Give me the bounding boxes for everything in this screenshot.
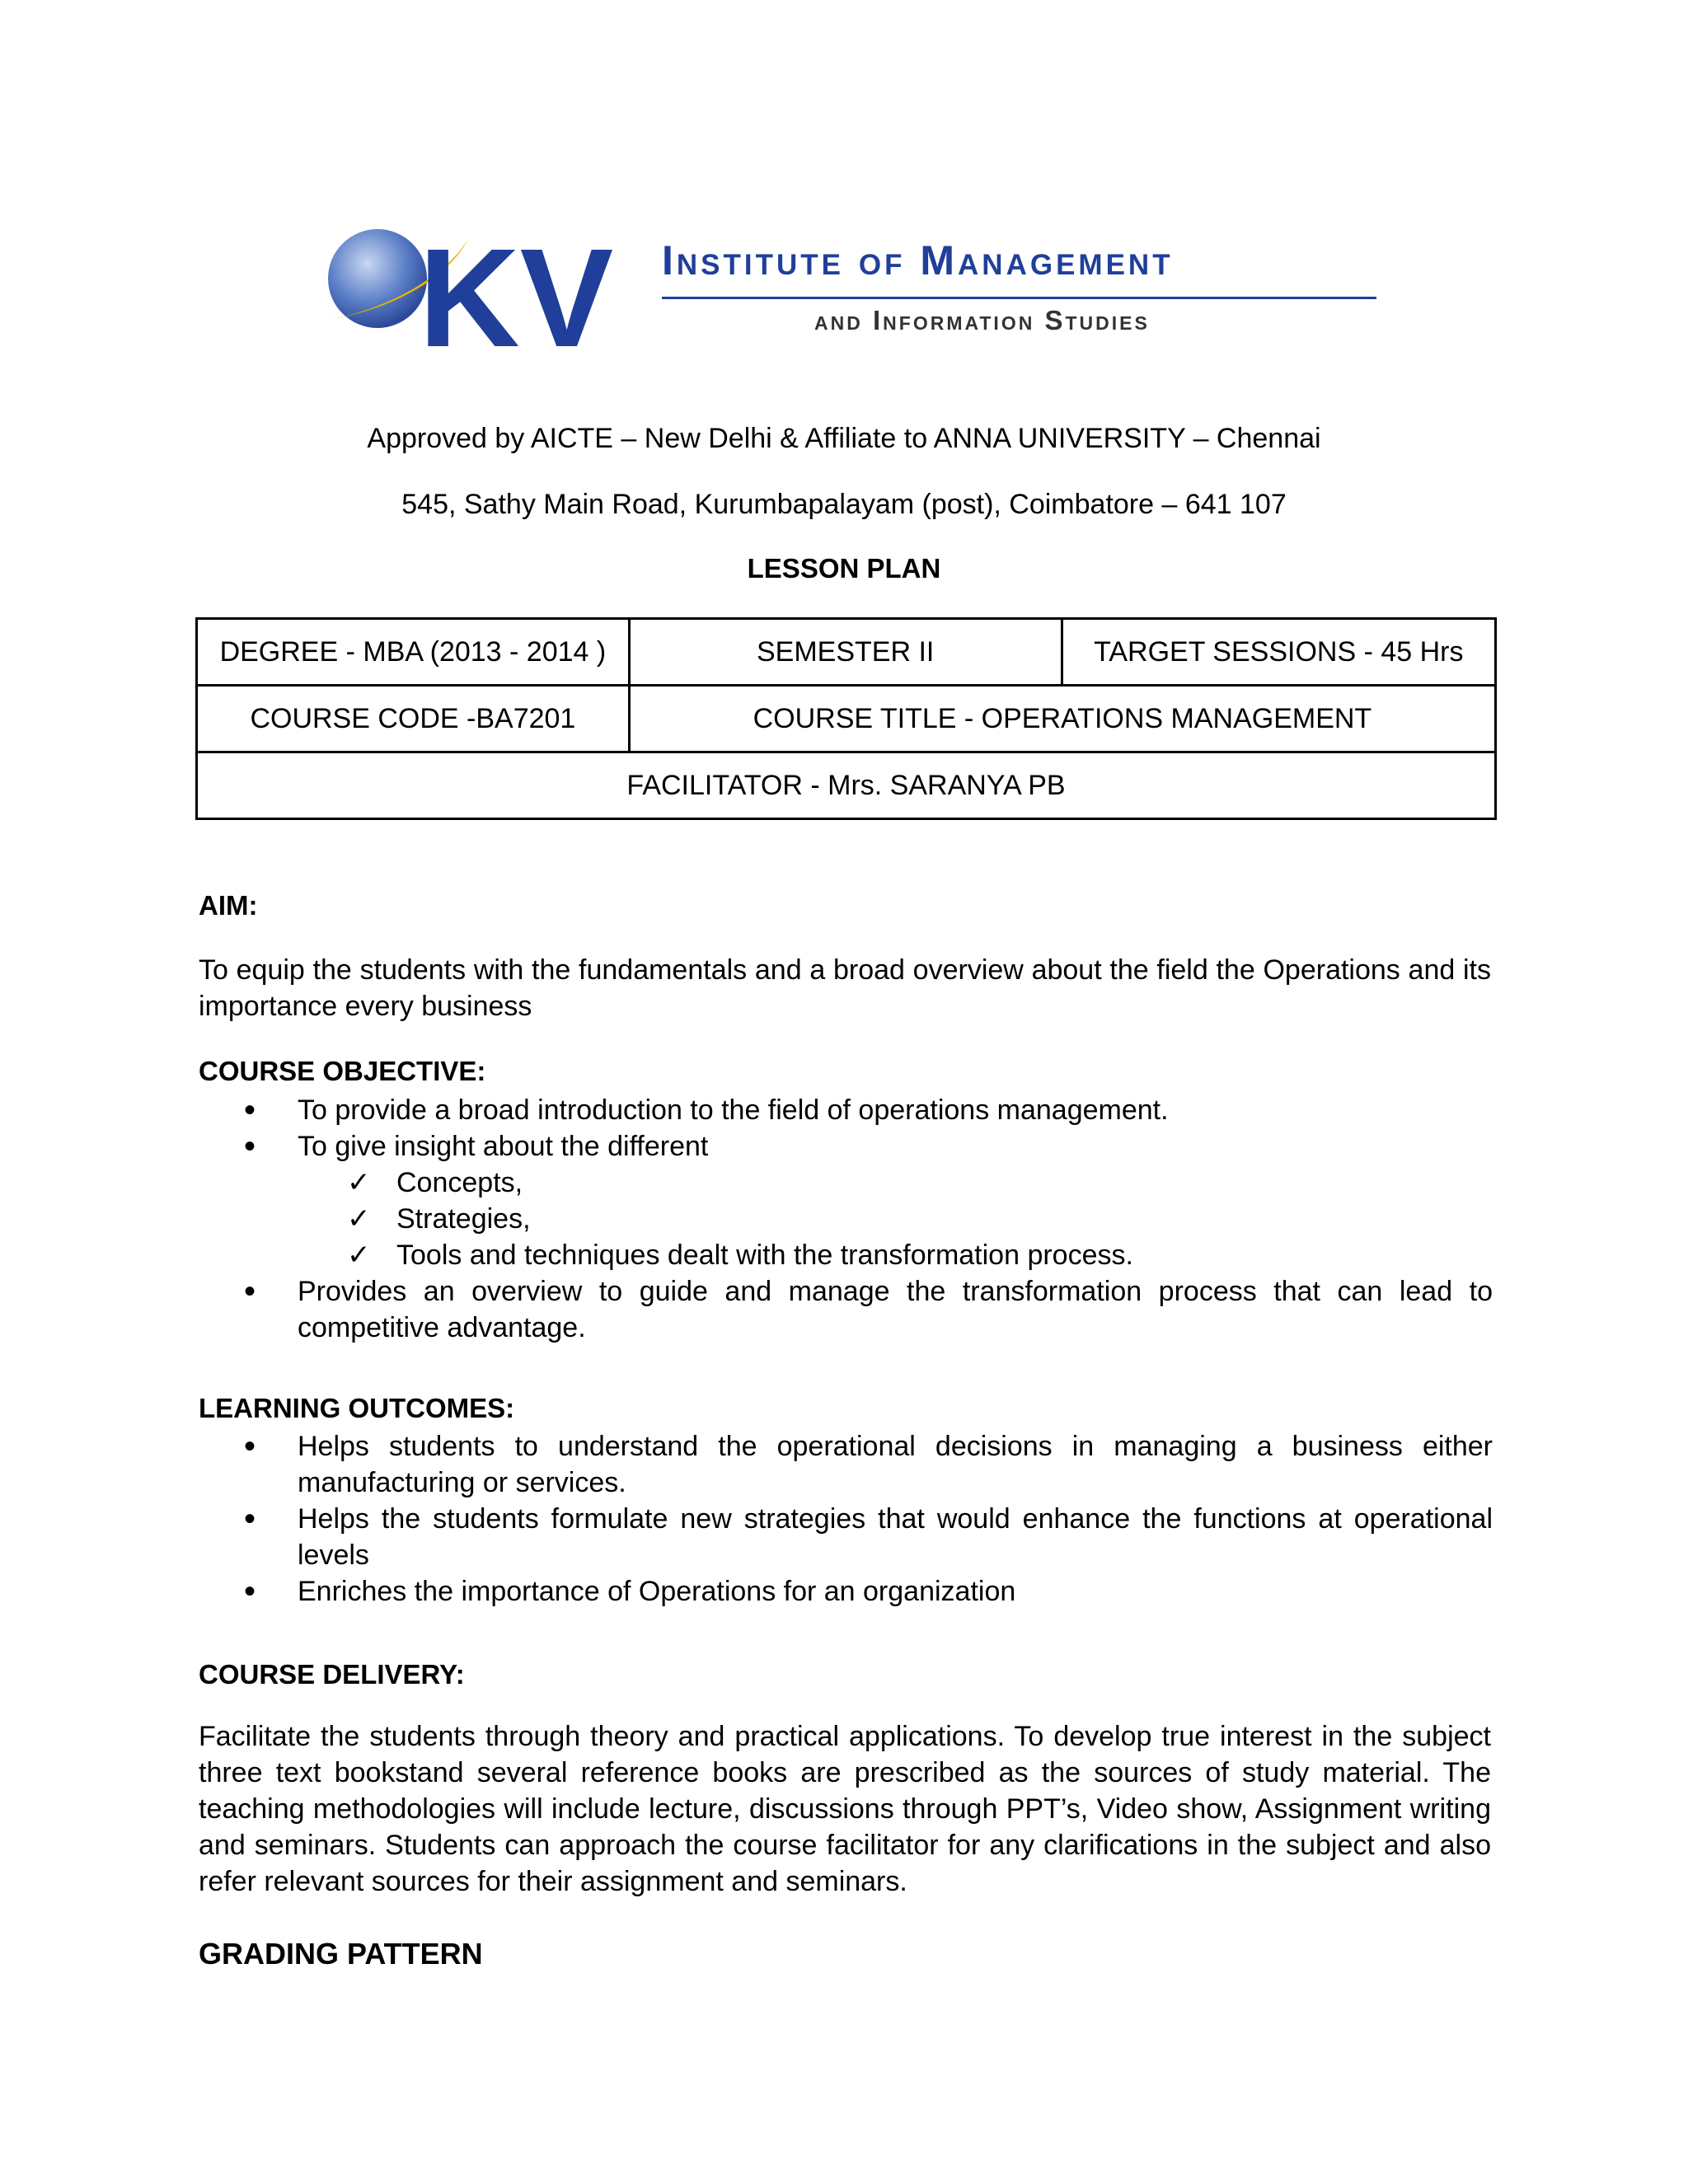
course-objective-heading: COURSE OBJECTIVE: — [199, 1056, 486, 1086]
list-item: • Helps the students formulate new strategies that would enhance the functions at operational levels — [199, 1501, 1493, 1573]
list-item: ✓ Strategies, — [199, 1201, 1493, 1237]
target-sessions-cell: TARGET SESSIONS - 45 Hrs — [1062, 619, 1495, 686]
logo-kv-text: KV — [419, 223, 614, 363]
list-item: • Helps students to understand the operational decisions in managing a business either manufacturing or services. — [199, 1428, 1493, 1501]
institute-logo — [312, 223, 1383, 363]
semester-cell: SEMESTER II — [629, 619, 1062, 686]
table-row — [197, 619, 1496, 686]
course-objective-list — [199, 1092, 1493, 1346]
learning-outcomes-heading: LEARNING OUTCOMES: — [199, 1393, 515, 1423]
list-item: ✓ Concepts, — [199, 1165, 1493, 1201]
document-title: LESSON PLAN — [747, 553, 941, 583]
grading-pattern-heading: GRADING PATTERN — [199, 1937, 483, 1971]
globe-icon — [328, 229, 427, 328]
aim-text: To equip the students with the fundamentals and a broad overview about the field the Operations and its importance every business — [199, 954, 1491, 1022]
course-delivery-text: Facilitate the students through theory and practical applications. To develop true interest in the subject three text bookstand several reference books are prescribed as the sources of study material. The teaching methodologies will include lecture, discussions through PPT’s, Video show, Assignment writing and seminars. Students can approach the course facilitator for any clarifications in the subject and also refer relevant sources for their assignment and seminars. — [199, 1721, 1491, 1897]
list-item: • Enriches the importance of Operations for an organization — [199, 1573, 1493, 1610]
list-item: • To give insight about the different — [199, 1128, 1493, 1165]
course-info-table — [195, 617, 1497, 820]
list-item: • To provide a broad introduction to the field of operations management. — [199, 1092, 1493, 1128]
list-item: • Provides an overview to guide and manage the transformation process that can lead to competitive advantage. — [199, 1273, 1493, 1346]
logo-line1-text: Institute of Management — [662, 237, 1174, 284]
course-code-cell: COURSE CODE -BA7201 — [197, 686, 630, 752]
list-item: ✓ Tools and techniques dealt with the transformation process. — [199, 1237, 1493, 1273]
facilitator-cell: FACILITATOR - Mrs. SARANYA PB — [197, 752, 1496, 819]
approval-line: Approved by AICTE – New Delhi & Affiliate to ANNA UNIVERSITY – Chennai — [367, 423, 1321, 454]
degree-cell: DEGREE - MBA (2013 - 2014 ) — [197, 619, 630, 686]
course-title-cell: COURSE TITLE - OPERATIONS MANAGEMENT — [629, 686, 1495, 752]
address-line: 545, Sathy Main Road, Kurumbapalayam (post), Coimbatore – 641 107 — [401, 489, 1287, 520]
table-row — [197, 752, 1496, 819]
logo-divider — [662, 297, 1376, 299]
logo-line2-text: and Information Studies — [814, 305, 1150, 335]
course-delivery-heading: COURSE DELIVERY: — [199, 1659, 465, 1690]
aim-heading: AIM: — [199, 890, 258, 921]
table-row — [197, 686, 1496, 752]
learning-outcomes-list — [199, 1428, 1493, 1610]
institute-logo-graphic — [312, 223, 1383, 363]
